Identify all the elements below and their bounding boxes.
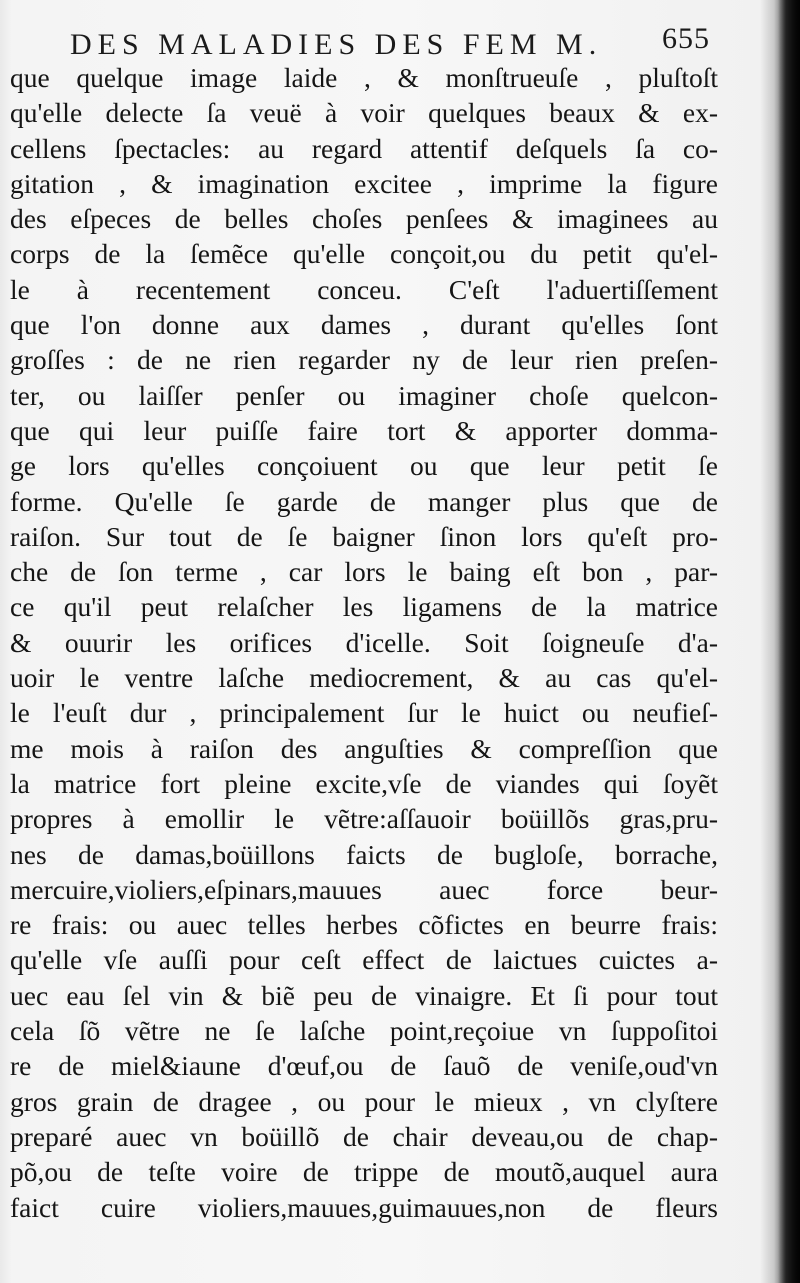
text-line: gitation , & imagination excitee , imprime la figure xyxy=(10,167,718,199)
text-line: la matrice fort pleine excite,vſe de viandes qui ſoyẽt xyxy=(10,767,718,799)
text-line: ter, ou laiſſer penſer ou imaginer choſe quelcon- xyxy=(10,379,718,411)
text-line: qu'elle vſe auſſi pour ceſt effect de laictues cuictes a- xyxy=(10,944,718,976)
text-line: põ,ou de teſte voire de trippe de moutõ,auquel aura xyxy=(10,1156,718,1188)
text-line: corps de la ſemẽce qu'elle conçoit,ou du petit qu'el- xyxy=(10,238,718,270)
text-line: ce qu'il peut relaſcher les ligamens de la matrice xyxy=(10,591,718,623)
text-line: que quelque image laide , & monſtrueuſe , pluſtoſt xyxy=(10,62,718,93)
page-number: 655 xyxy=(662,22,710,55)
text-line: & ouurir les orifices d'icelle. Soit ſoigneuſe d'a- xyxy=(10,626,718,658)
text-line: gros grain de dragee , ou pour le mieux , vn clyſtere xyxy=(10,1085,718,1117)
text-line: raiſon. Sur tout de ſe baigner ſinon lors qu'eſt pro- xyxy=(10,520,718,552)
text-line: que l'on donne aux dames , durant qu'elles ſont xyxy=(10,309,718,341)
text-line: cela ſõ vẽtre ne ſe laſche point,reçoiue vn ſuppoſitoi xyxy=(10,1015,718,1047)
text-line: preparé auec vn boüillõ de chair deveau,ou de chap- xyxy=(10,1120,718,1152)
text-line: groſſes : de ne rien regarder ny de leur rien preſen- xyxy=(10,344,718,376)
text-line: me mois à raiſon des anguſties & compreſſion que xyxy=(10,732,718,764)
text-line: des eſpeces de belles choſes penſees & imaginees au xyxy=(10,203,718,235)
page-edge-shadow xyxy=(774,0,800,1283)
text-line: uec eau ſel vin & biẽ peu de vinaigre. Et ſi pour tout xyxy=(10,979,718,1011)
text-line: le à recentement conceu. C'eſt l'aduertiſſement xyxy=(10,273,718,305)
text-line: qu'elle delecte ſa veuë à voir quelques beaux & ex- xyxy=(10,97,718,129)
text-line: propres à emollir le vẽtre:aſſauoir boüillõs gras,pru- xyxy=(10,803,718,835)
text-line: ge lors qu'elles conçoiuent ou que leur petit ſe xyxy=(10,450,718,482)
text-line: mercuire,violiers,eſpinars,mauues auec force beur- xyxy=(10,873,718,905)
text-line: le l'euſt dur , principalement ſur le huict ou neufieſ- xyxy=(10,697,718,729)
text-line: forme. Qu'elle ſe garde de manger plus que de xyxy=(10,485,718,517)
text-line: che de ſon terme , car lors le baing eſt bon , par- xyxy=(10,556,718,588)
text-line: uoir le ventre laſche mediocrement, & au cas qu'el- xyxy=(10,662,718,694)
text-line: re frais: ou auec telles herbes cõfictes en beurre frais: xyxy=(10,909,718,941)
body-text xyxy=(10,60,718,1225)
running-title: DES MALADIES DES FEM M. xyxy=(70,28,603,61)
text-line: cellens ſpectacles: au regard attentif deſquels ſa co- xyxy=(10,132,718,164)
text-line: que qui leur puiſſe faire tort & apporter domma- xyxy=(10,414,718,446)
text-line: faict cuire violiers,mauues,guimauues,non de fleurs xyxy=(10,1191,718,1223)
text-line: nes de damas,boüillons faicts de bugloſe, borrache, xyxy=(10,838,718,870)
text-line: re de miel&iaune d'œuf,ou de ſauõ de veniſe,oud'vn xyxy=(10,1050,718,1082)
